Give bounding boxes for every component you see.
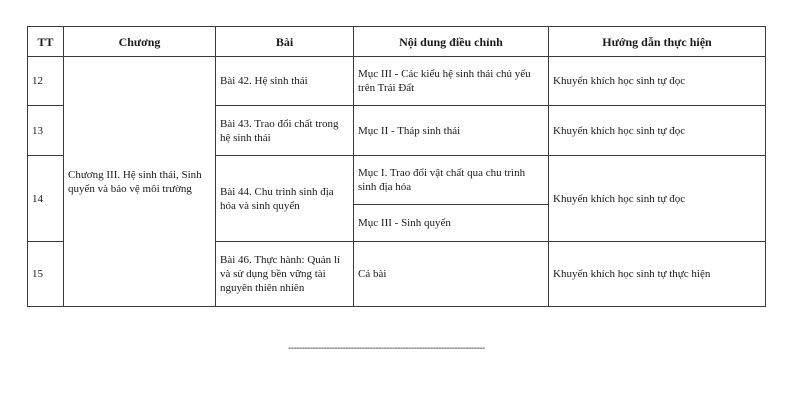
content-cell: Mục III - Sinh quyển bbox=[354, 205, 549, 242]
header-huong-dan: Hướng dẫn thực hiện bbox=[549, 27, 766, 57]
table-row bbox=[28, 57, 766, 106]
header-tt: TT bbox=[28, 27, 64, 57]
header-noi-dung: Nội dung điều chỉnh bbox=[354, 27, 549, 57]
separator-line: ------------------------------------------------------------------------ bbox=[288, 343, 485, 354]
chapter-cell: Chương III. Hệ sinh thái, Sinh quyển và bảo vệ môi trường bbox=[64, 57, 216, 307]
adjustment-table bbox=[27, 26, 766, 307]
content-cell: Mục II - Tháp sinh thái bbox=[354, 106, 549, 156]
header-chuong: Chương bbox=[64, 27, 216, 57]
guidance-cell: Khuyến khích học sinh tự thực hiện bbox=[549, 242, 766, 307]
row-number: 12 bbox=[28, 57, 64, 106]
content-cell: Mục III - Các kiểu hệ sinh thái chủ yếu trên Trái Đất bbox=[354, 57, 549, 106]
content-cell: Mục I. Trao đổi vật chất qua chu trình sinh địa hóa bbox=[354, 156, 549, 205]
row-number: 14 bbox=[28, 156, 64, 242]
guidance-cell: Khuyến khích học sinh tự đọc bbox=[549, 156, 766, 242]
lesson-cell: Bài 46. Thực hành: Quản lí và sử dụng bền vững tài nguyên thiên nhiên bbox=[216, 242, 354, 307]
row-number: 15 bbox=[28, 242, 64, 307]
lesson-cell: Bài 43. Trao đổi chất trong hệ sinh thái bbox=[216, 106, 354, 156]
header-row bbox=[28, 27, 766, 57]
guidance-cell: Khuyến khích học sinh tự đọc bbox=[549, 106, 766, 156]
row-number: 13 bbox=[28, 106, 64, 156]
lesson-cell: Bài 44. Chu trình sinh địa hóa và sinh quyển bbox=[216, 156, 354, 242]
content-cell: Cả bài bbox=[354, 242, 549, 307]
lesson-cell: Bài 42. Hệ sinh thái bbox=[216, 57, 354, 106]
header-bai: Bài bbox=[216, 27, 354, 57]
guidance-cell: Khuyến khích học sinh tự đọc bbox=[549, 57, 766, 106]
